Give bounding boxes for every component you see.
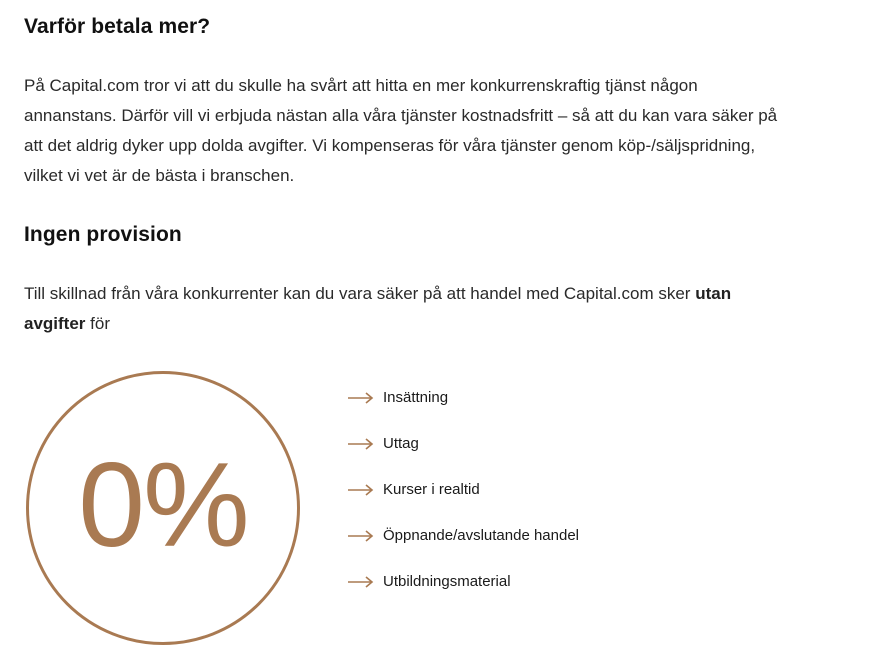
section-heading-why-pay-more: Varför betala mer? (24, 15, 211, 38)
arrow-right-icon (348, 575, 374, 589)
feature-label: Uttag (383, 435, 419, 452)
paragraph-text-start: Till skillnad från våra konkurrenter kan du vara säker på att handel med Capital.com sker (24, 284, 696, 303)
arrow-right-icon (348, 391, 374, 405)
zero-percent-value: 0% (78, 438, 248, 572)
feature-list (348, 383, 579, 613)
feature-label: Utbildningsmaterial (383, 573, 511, 590)
feature-item (348, 383, 579, 429)
arrow-right-icon (348, 437, 374, 451)
feature-item (348, 429, 579, 475)
feature-label: Öppnande/avslutande handel (383, 527, 579, 544)
feature-label: Insättning (383, 389, 449, 406)
feature-item (348, 521, 579, 567)
section-paragraph-why-pay-more: På Capital.com tror vi att du skulle ha svårt att hitta en mer konkurrenskraftig tjänst någon annanstans. Därför vill vi erbjuda nästan alla våra tjänster kostnadsfritt – så att du kan vara säker på att det aldrig dyker upp dolda avgifter. Vi kompenseras för våra tjänster genom köp-/säljspridning, vilket vi vet är de bästa i branschen. (24, 76, 778, 185)
feature-item (348, 567, 579, 613)
section-heading-no-commission: Ingen provision (24, 223, 182, 246)
feature-item (348, 475, 579, 521)
section-paragraph-no-commission (24, 279, 794, 339)
paragraph-text-end: för (85, 314, 110, 333)
arrow-right-icon (348, 483, 374, 497)
arrow-right-icon (348, 529, 374, 543)
paragraph-text-bold: utan avgifter (24, 284, 732, 333)
feature-label: Kurser i realtid (383, 481, 480, 498)
